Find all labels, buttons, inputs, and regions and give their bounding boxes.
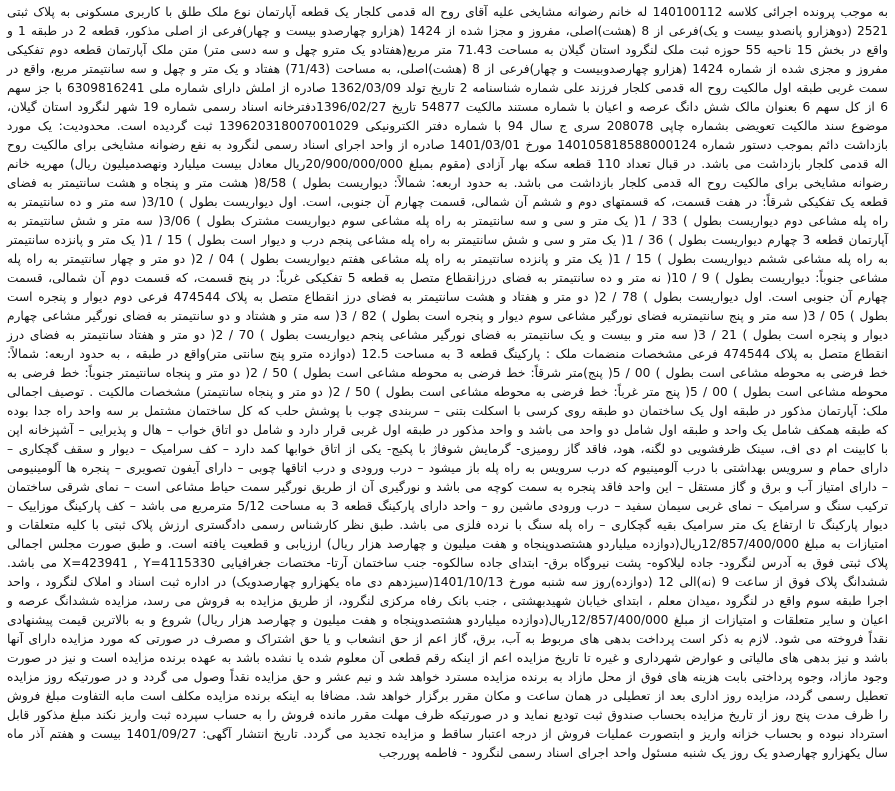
auction-notice-text: به موجب پرونده اجرائی کلاسه 140100112 له خانم رضوانه مشایخی علیه آقای روح اله قدمی کلجار یک قطعه آپارتمان نوع ملک طلق با کاربری مسکونی به پلاک ثبتی 2521 (دوهزارو پانصدو بیست و یک)فرعی از 8 (هشت)اصلی، مفروز و مجزا شده از 1424 (هزارو چهارصدو بیست و چهار)فرعی از اصلی مذکور، قطعه 2 در طبقه 1 و واقع در بخش 15 ناحیه 55 حوزه ثبت ملک لنگرود استان گیلان به مساحت 71.43 متر مربع(هفتادو یک مترو چهل و سه دسی متر) متن ملک آپارتمان قطعه دوم تفکیکی مفروز و مجزی شده از شماره 1424 (هزارو چهارصدوبیست و چهار)فرعی از 8 (هشت)اصلی، به مساحت (71/43) هفتاد و یک متر و چهل و سه سانتیمتر مربع، واقع در سمت غربی طبقه اول مالکیت روح اله قدمی کلجار فرزند علی شماره شناسنامه 2 تاریخ تولد 1362/03/09 صادره از املش دارای شماره ملی 6309816241 با جز سهم 6 از کل سهم 6 بعنوان مالک شش دانگ عرصه و اعیان با شماره مستند مالکیت 54877 تاریخ 1396/02/27دفترخانه اسناد رسمی شماره 19 شهر لنگرود استان گیلان، موضوع سند مالکیت تعویضی بشماره چاپی 208078 سری ج سال 94 با شماره دفتر الکترونیکی 139620318007001029 ثبت گردیده است. محدودیت: یک مورد بازداشت دائم بموجب دستور شماره 140105818588000124 مورخ 1401/03/01 صادره از واحد اجرای اسناد رسمی لنگرود به نفع رضوانه مشایخی برای مالکیت روح اله قدمی کلجار بازداشت می باشد. در قبال تعداد 110 قطعه سکه بهار آزادی (مقوم بمبلغ 20/900/000/000ریال معادل بیست میلیارد ونهصدمیلیون ریال) مهریه خانم رضوانه مشایخی برای مالکیت روح اله قدمی کلجار بازداشت می باشد. به حدود اربعه: شمالاً: دیواریست بطول ) 8/58( هشت متر و پنجاه و هشت سانتیمتر به فضای قطعه یک تفکیکی شرقاً: در هفت قسمت، که قسمتهای دوم و ششم آن شمالی، قسمت چهارم آن جنوبی، است. اول دیواریست بطول ) 3/10( سه متر و ده سانتیمتر به راه پله مشاعی دوم دیواریست بطول ) 33 / 1( یک متر و سی و سه سانتیمتر به راه پله مشاعی سوم دیواریست مشترک بطول ) 3/06( سه متر و شش سانتیمتر به آپارتمان قطعه 3 چهارم دیواریست بطول ) 36 / 1( یک متر و سی و شش سانتیمتر به راه پله مشاعی پنجم درب و دیوار است بطول ) 15 / 1( یک متر و پانزده سانتیمتر به راه پله مشاعی ششم دیواریست بطول ) 15 / 1( یک متر و پانزده سانتیمتر به راه پله مشاعی هفتم دیواریست بطول ) 04 / 2( دو متر و چهار سانتیمتر به راه پله مشاعی جنوباً: دیواریست بطول ) 9 / 10( نه متر و ده سانتیمتر به فضای درزانقطاع متصل به قطعه 5 تفکیکی غرباً: در پنج قسمت، که قسمت دوم آن شمالی، قسمت چهارم آن جنوبی است. اول دیواریست بطول ) 78 / 2( دو متر و هفتاد و هشت سانتیمتر به فضای درز انقطاع متصل به پلاک 474544 فرعی دوم دیوار و پنجره است بطول ) 05 / 3( سه متر و پنج سانتیمتربه فضای نورگیر مشاعی سوم دیوار و پنجره است بطول ) 82 / 3( سه متر و هشتاد و دو سانتیمتر به فضای نورگیر مشاعی چهارم دیوار و پنجره است بطول ) 21 / 3( سه متر و بیست و یک سانتیمتر به فضای نورگیر مشاعی پنجم دیواریست بطول ) 70 / 2( دو متر و هفتاد سانتیمتر به فضای درز انقطاع متصل به پلاک 474544 فرعی مشخصات منضمات ملک : پارکینگ قطعه 3 به مساحت 12.5 (دوازده مترو پنج سانتی متر)واقع در طبقه ، به حدود اربعه: شمالاً: خط فرضی به محوطه مشاعی است بطول ) 00 / 5( پنج)متر شرقاً: خط فرضی به محوطه مشاعی است بطول ) 50 / 2( دو متر و پنجاه سانتیمتر جنوباً: خط فرضی به محوطه مشاعی است بطول ) 00 / 5( پنج متر غرباً: خط فرضی به محوطه مشاعی است بطول ) 50 / 2( دو متر و پنجاه سانتیمتر) مشخصات مالکیت . توصیف اجمالی ملک: آپارتمان مذکور در طبقه اول یک ساختمان دو طبقه روی کرسی با اسکلت بتنی – سربندی چوب با پوشش حلب که کل ساختمان مشتمل بر سه واحد راه جدا بوده که طبقه همکف شامل یک واحد و طبقه اول شامل دو واحد می باشد و واحد مذکور در طبقه اول غربی قرار دارد و شامل دو اتاق خواب – هال و پذیرایی – آشپزخانه اپن با کابینت ام دی اف، سینک ظرفشویی دو لگنه، هود، فاقد گاز رومیزی- گرمایش شوفاژ با پکیج- یکی از اتاق خوابها کمد دارد – کف سرامیک – دیوار و سقف گچکاری – دارای حمام و سرویس بهداشتی با درب آلومینیوم که درب سرویس به راه پله باز میشود – درب ورودی و درب اتاقها چوبی – دارای آیفون تصویری – پنجره ها آلومینیومی – دارای امتیاز آب و برق و گاز مستقل – این واحد فاقد پنجره به سمت کوچه می باشد و نورگیری آن از طریق نورگیر سمت حیاط مشاعی است – نمای شرقی ساختمان ترکیب سنگ و سرامیک – نمای غربی سیمان سفید – درب ورودی ماشین رو – واحد دارای پارکینگ قطعه 3 به مساحت 5/12 مترمربع می باشد – کف پارکینگ موزاییک – دیوار پارکینگ تا ارتفاع یک متر سرامیک بقیه گچکاری – راه پله سنگ با نرده فلزی می باشد. طبق نظر کارشناس رسمی دادگستری ارزش پلاک ثبتی با کلیه متعلقات و امتیازات به مبلغ 12/857/400/000ریال(دوازده میلیاردو هشتصدوپنجاه و هفت میلیون و چهارصد هزار ریال) ارزیابی و قطعیت یافته است. و طبق صورت مجلس اجمالی پلاک ثبتی فوق به آدرس لنگرود- جاده لیلاکوه- پشت نیروگاه برق- ابتدای جاده سالکوه- جنب ساختمان آرتا- مختصات جغرافیایی X=423941 , Y=4115330 می باشد. ششدانگ پلاک فوق از ساعت 9 (نه)الی 12 (دوازده)روز سه شنبه مورخ 1401/10/13(سیزدهم دی ماه یکهزارو چهارصدویک) در اداره ثبت اسناد و املاک لنگرود ، واحد اجرا طبقه سوم واقع در لنگرود ،میدان معلم ، ابتدای خیابان شهیدبهشتی ، جنب بانک رفاه مرکزی لنگرود، از طریق مزایده به فروش می رسد، مزایده ششدانگ عرصه و اعیان و سایر متعلقات و امتیازات از مبلغ 12/857/400/000ریال(دوازده میلیاردو هشتصدوپنجاه و هفت میلیون و چهارصد هزار ریال) شروع و به بالاترین قیمت پیشنهادی نقداً فروخته می شود. لازم به ذکر است پرداخت بدهی های مربوط به آب، برق، گاز اعم از حق انشعاب و یا حق اشتراک و مصرف در صورتی که مورد مزایده دارای آنها باشد و نیز بدهی های مالیاتی و عوارض شهرداری و غیره تا تاریخ مزایده اعم از اینکه رقم قطعی آن معلوم شده یا نشده باشد به عهده برنده مزایده است و نیز در صورت وجود مازاد، وجوه پرداختی بابت هزینه های فوق از محل مازاد به برنده مزایده مسترد خواهد شد و نیم عشر و حق مزایده نقداً وصول می گردد و در صورتیکه روز مزایده تعطیل رسمی گردد، مزایده روز اداری بعد از تعطیلی در همان ساعت و مکان مقرر برگزار خواهد شد. مضافا به اینکه برنده مزایده مکلف است مابه التفاوت مبلغ فروش را ظرف مدت پنج روز از تاریخ مزایده بحساب صندوق ثبت تودیع نماید و در صورتیکه ظرف مهلت مقرر مانده فروش را به حساب سپرده ثبت واریز نکند مبلغ مذکور قابل استرداد نبوده و بحساب خزانه واریز و ابتصورت عملیات فروش از درجه اعتبار ساقط و مزایده تجدید می گردد. تاریخ انتشار آگهی: 1401/09/27 بیست و هفتم آذر ماه سال یکهزارو چهارصدو یک روز یک شنبه مسئول واحد اجرای اسناد رسمی لنگرود - فاطمه پوررجب — [7, 5, 889, 760]
notice-page — [7, 0, 888, 785]
